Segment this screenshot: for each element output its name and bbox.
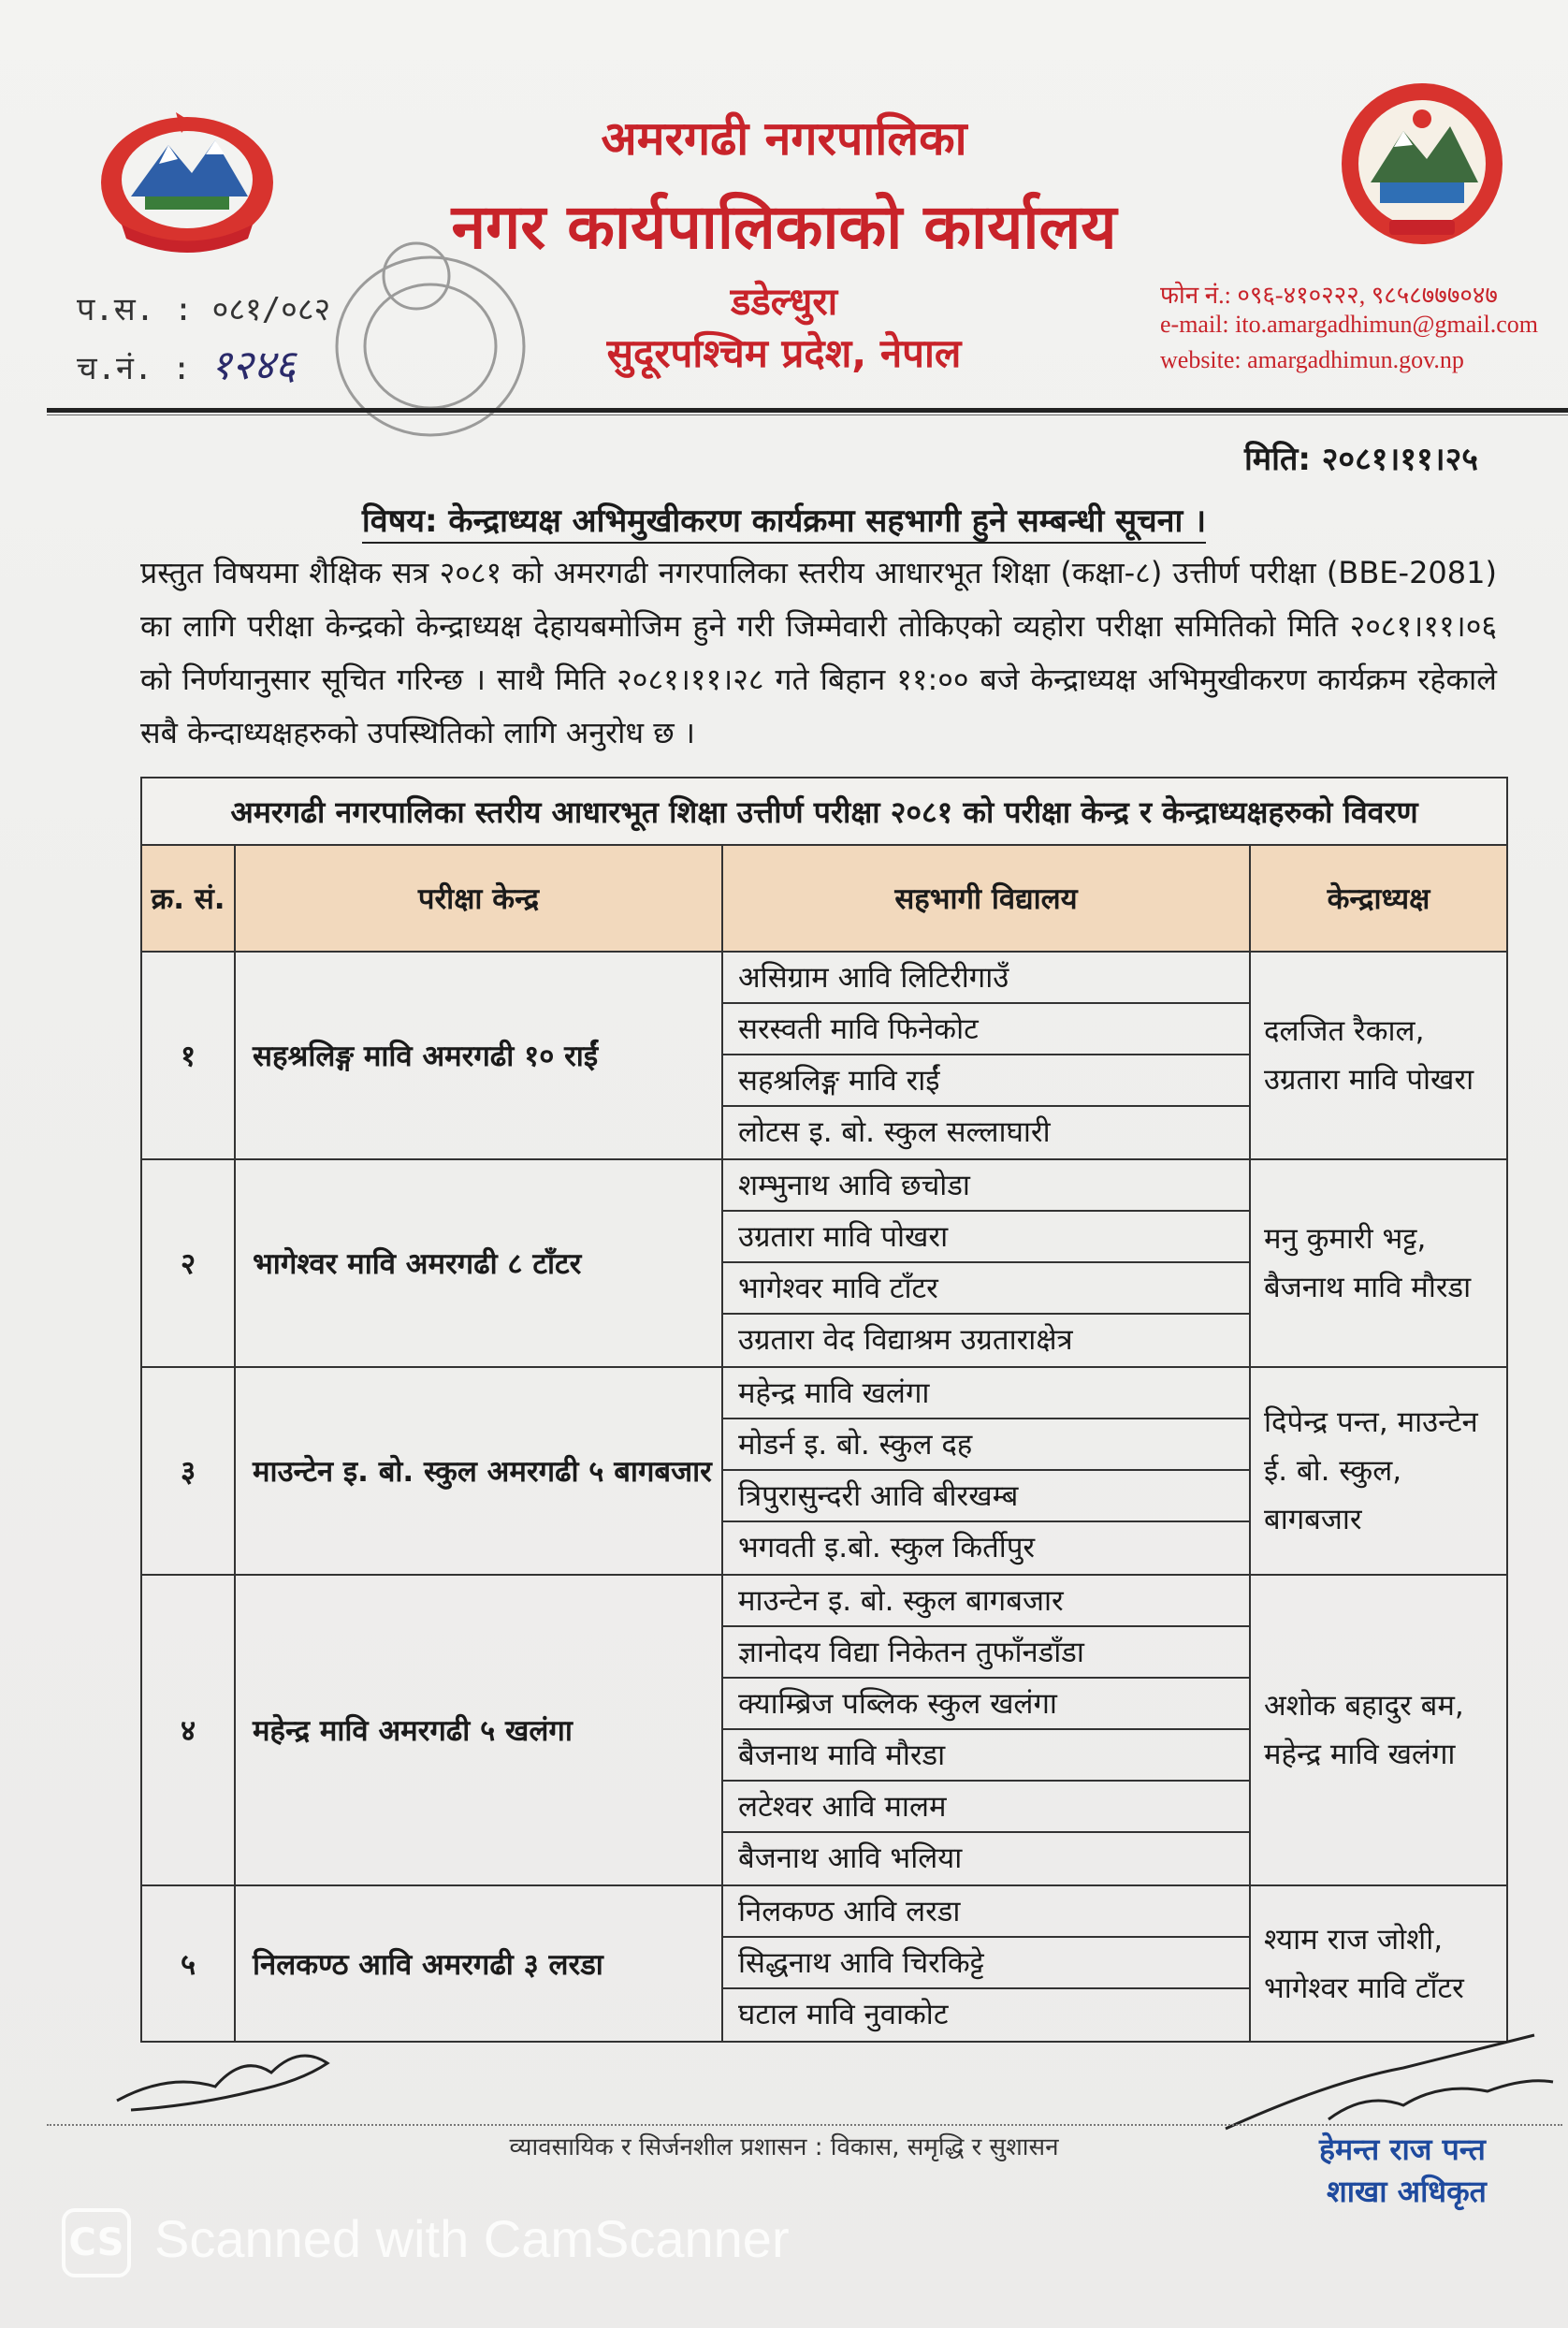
ref-cn: च.नं. : १२४६ [77, 342, 297, 389]
school-item: सरस्वती मावि फिनेकोट [723, 1004, 1249, 1055]
school-item: ज्ञानोदय विद्या निकेतन तुफाँनडाँडा [723, 1627, 1249, 1679]
body-paragraph: प्रस्तुत विषयमा शैक्षिक सत्र २०८१ को अमरगढी नगरपालिका स्तरीय आधारभूत शिक्षा (कक्षा-८) उत्तीर्ण परीक्षा (BBE-2081) का लागि परीक्षा केन्द्रको केन्द्राध्यक्ष देहायबमोजिम हुने गरी जिम्मेवारी तोकिएको व्यहोरा परीक्षा समितिको मिति २०८१।११।०६ को निर्णयानुसार सूचित गरिन्छ । साथै मिति २०८१।११।२८ गते बिहान ११:०० बजे केन्द्राध्यक्ष अभिमुखीकरण कार्यक्रम रहेकाले सबै केन्दाध्यक्षहरुको उपस्थितिको लागि अनुरोध छ । [140, 555, 1497, 750]
school-item: मोडर्न इ. बो. स्कुल दह [723, 1419, 1249, 1471]
municipality-logo-icon [1338, 80, 1506, 248]
school-item: बैजनाथ आवि भलिया [738, 1841, 963, 1875]
officer-title: शाखा अधिकृत [1327, 2174, 1487, 2209]
school-item: लटेश्वर आवि मालम [723, 1782, 1249, 1833]
school-item: माउन्टेन इ. बो. स्कुल बागबजार [723, 1576, 1249, 1627]
district-name: डडेल्धुरा [730, 281, 838, 324]
province-name: सुदूरपश्चिम प्रदेश, नेपाल [606, 330, 962, 376]
school-item: भगवती इ.बो. स्कुल किर्तीपुर [738, 1531, 1036, 1564]
table-row: ३ माउन्टेन इ. बो. स्कुल अमरगढी ५ बागबजार महेन्द्र मावि खलंगा मोडर्न इ. बो. स्कुल दह त्रिपुरासुन्दरी आवि बीरखम्ब भगवती इ.बो. स्कुल किर्तीपुर दिपेन्द्र पन्त, माउन्टेन ई. बो. स्कुल, बागबजार [141, 1367, 1507, 1575]
camscanner-logo-icon: CS [62, 2208, 131, 2277]
officer-name: हेमन्त राज पन्त [1319, 2132, 1486, 2167]
table-row: १ सहश्रलिङ्ग मावि अमरगढी १० राईं असिग्राम आवि लिटिरीगाउँ सरस्वती मावि फिनेकोट सहश्रलिङ्ग मावि राईं लोटस इ. बो. स्कुल सल्लाघारी दलजित रैकाल, उग्रतारा मावि पोखरा [141, 952, 1507, 1159]
school-item: उग्रतारा मावि पोखरा [723, 1212, 1249, 1263]
exam-center-table [140, 777, 1508, 2043]
ref-ps: प.स. : ०८१/०८२ [77, 291, 331, 328]
school-item: बैजनाथ मावि मौरडा [723, 1730, 1249, 1782]
school-item: सिद्धनाथ आवि चिरकिट्टे [723, 1938, 1249, 1989]
school-item: सहश्रलिङ्ग मावि राईं [723, 1055, 1249, 1107]
school-item: घटाल मावि नुवाकोट [738, 1998, 949, 2031]
document-subject: विषय: केन्द्राध्यक्ष अभिमुखीकरण कार्यक्रमा सहभागी हुने सम्बन्धी सूचना । [0, 498, 1568, 541]
municipality-name: अमरगढी नगरपालिका [601, 110, 967, 166]
col-header-sn: क्र. सं. [141, 845, 235, 952]
office-stamp-icon [323, 225, 538, 449]
footer-divider [47, 2124, 1562, 2126]
office-name: नगर कार्यपालिकाको कार्यालय [451, 190, 1117, 263]
col-header-head: केन्द्राध्यक्ष [1250, 845, 1507, 952]
school-item: त्रिपुरासुन्दरी आवि बीरखम्ब [723, 1471, 1249, 1522]
school-item: उग्रतारा वेद विद्याश्रम उग्रताराक्षेत्र [738, 1323, 1073, 1357]
school-item: निलकण्ठ आवि लरडा [723, 1886, 1249, 1938]
contact-phone: फोन नं.: ०९६-४१०२२२, ९८५८७७७०४७ [1160, 282, 1498, 309]
document-date: मिति: २०८१।११।२५ [1244, 441, 1478, 478]
contact-email: e-mail: ito.amargadhimun@gmail.com [1160, 311, 1538, 338]
contact-website: website: amargadhimun.gov.np [1160, 346, 1464, 373]
col-header-center: परीक्षा केन्द्र [235, 845, 722, 952]
school-item: लोटस इ. बो. स्कुल सल्लाघारी [738, 1115, 1051, 1149]
signature-left-icon [112, 2035, 356, 2119]
school-item: महेन्द्र मावि खलंगा [723, 1368, 1249, 1419]
col-header-schools: सहभागी विद्यालय [722, 845, 1250, 952]
header-divider [47, 408, 1568, 413]
school-item: शम्भुनाथ आवि छचोडा [723, 1160, 1249, 1212]
table-row: ५ निलकण्ठ आवि अमरगढी ३ लरडा निलकण्ठ आवि लरडा सिद्धनाथ आवि चिरकिट्टे घटाल मावि नुवाकोट श्याम राज जोशी, भागेश्वर मावि टाँटर [141, 1885, 1507, 2042]
school-item: क्याम्ब्रिज पब्लिक स्कुल खलंगा [723, 1679, 1249, 1730]
table-caption: अमरगढी नगरपालिका स्तरीय आधारभूत शिक्षा उत्तीर्ण परीक्षा २०८१ को परीक्षा केन्द्र र केन्द्राध्यक्षहरुको विवरण [141, 778, 1507, 845]
school-item: असिग्राम आवि लिटिरीगाउँ [723, 953, 1249, 1004]
scanner-watermark: Scanned with CamScanner [154, 2209, 790, 2268]
table-row: २ भागेश्वर मावि अमरगढी ८ टाँटर शम्भुनाथ आवि छचोडा उग्रतारा मावि पोखरा भागेश्वर मावि टाँटर उग्रतारा वेद विद्याश्रम उग्रताराक्षेत्र मनु कुमारी भट्ट, बैजनाथ मावि मौरडा [141, 1159, 1507, 1367]
school-item: भागेश्वर मावि टाँटर [723, 1263, 1249, 1315]
footer-tagline: व्यावसायिक र सिर्जनशील प्रशासन : विकास, समृद्धि र सुशासन [509, 2133, 1059, 2161]
table-row: ४ महेन्द्र मावि अमरगढी ५ खलंगा माउन्टेन इ. बो. स्कुल बागबजार ज्ञानोदय विद्या निकेतन तुफाँनडाँडा क्याम्ब्रिज पब्लिक स्कुल खलंगा बैजनाथ मावि मौरडा लटेश्वर आवि मालम बैजनाथ आवि भलिया अशोक बहादुर बम, महेन्द्र मावि खलंगा [141, 1575, 1507, 1885]
